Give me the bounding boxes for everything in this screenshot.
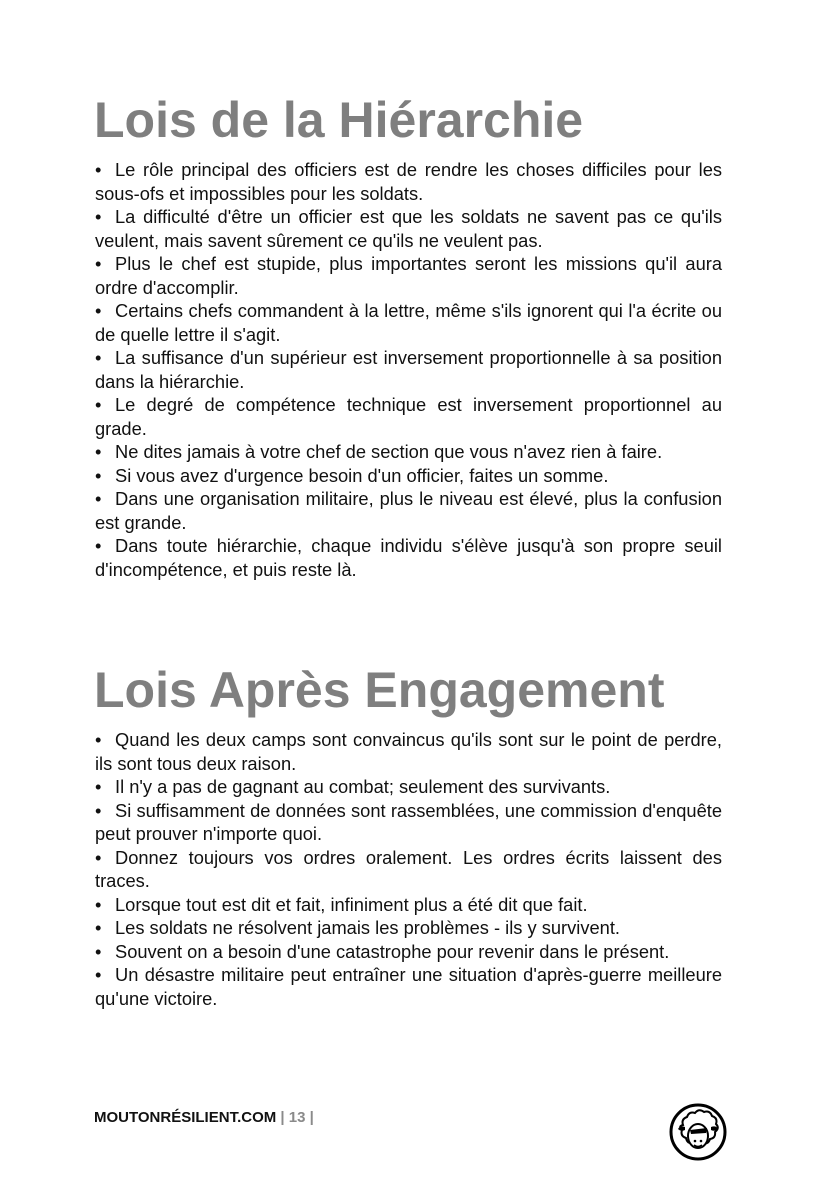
bullet-marker: • — [95, 441, 102, 462]
list-item-text: Quand les deux camps sont convaincus qu'ils sont sur le point de perdre, ils sont tous deux raison. — [95, 729, 722, 774]
bullet-marker: • — [95, 776, 102, 797]
list-item — [95, 534, 722, 581]
apres-engagement-law-list — [95, 728, 722, 1010]
bullet-marker: • — [95, 940, 102, 962]
list-item-text: Dans une organisation militaire, plus le niveau est élevé, plus la confusion est grande. — [95, 488, 722, 533]
list-item-text: Donnez toujours vos ordres oralement. Les ordres écrits laissent des traces. — [95, 846, 722, 891]
list-item — [95, 252, 722, 299]
list-item — [95, 940, 722, 964]
bullet-marker: • — [95, 300, 102, 321]
section-title-apres-engagement: Lois Après Engagement — [94, 662, 665, 718]
bullet-marker: • — [95, 729, 102, 750]
list-item — [95, 487, 722, 534]
bullet-marker: • — [95, 964, 102, 985]
list-item-text: La suffisance d'un supérieur est inversement proportionnelle à sa position dans la hiérarchie. — [95, 347, 722, 392]
sheep-logo-icon — [669, 1103, 727, 1161]
list-item — [95, 893, 722, 917]
list-item-text: Si vous avez d'urgence besoin d'un officier, faites un somme. — [115, 464, 609, 486]
section-title-hierarchie: Lois de la Hiérarchie — [94, 92, 584, 148]
bullet-marker: • — [95, 535, 102, 556]
list-item-text: Les soldats ne résolvent jamais les problèmes - ils y survivent. — [115, 917, 620, 938]
list-item — [95, 728, 722, 775]
bullet-marker: • — [95, 846, 102, 868]
list-item-text: Il n'y a pas de gagnant au combat; seulement des survivants. — [115, 776, 611, 797]
list-item — [95, 393, 722, 440]
list-item — [95, 775, 722, 799]
page-number: 13 — [288, 1109, 306, 1126]
list-item-text: Souvent on a besoin d'une catastrophe pour revenir dans le présent. — [115, 940, 670, 962]
list-item-text: Certains chefs commandent à la lettre, même s'ils ignorent qui l'a écrite ou de quelle lettre il s'agit. — [95, 300, 722, 345]
page-footer — [94, 1109, 314, 1126]
list-item — [95, 963, 722, 1010]
list-item — [95, 916, 722, 940]
list-item-text: Le rôle principal des officiers est de rendre les choses difficiles pour les sous-ofs et impossibles pour les soldats. — [95, 159, 722, 204]
footer-separator: | — [280, 1109, 285, 1126]
bullet-marker: • — [95, 488, 102, 509]
list-item — [95, 158, 722, 205]
footer-site-name: MOUTONRÉSILIENT.COM — [94, 1109, 277, 1126]
list-item — [95, 464, 722, 488]
list-item-text: Plus le chef est stupide, plus importantes seront les missions qu'il aura ordre d'accomplir. — [95, 253, 722, 298]
bullet-marker: • — [95, 347, 102, 368]
list-item-text: La difficulté d'être un officier est que les soldats ne savent pas ce qu'ils veulent, mais savent sûrement ce qu'ils ne veulent pas. — [95, 206, 722, 251]
bullet-marker: • — [95, 799, 102, 821]
footer-separator-end: | — [309, 1109, 314, 1126]
bullet-marker: • — [95, 893, 102, 915]
hierarchie-law-list — [95, 158, 722, 581]
list-item — [95, 205, 722, 252]
list-item — [95, 440, 722, 464]
bullet-marker: • — [95, 464, 102, 486]
bullet-marker: • — [95, 253, 102, 274]
list-item-text: Ne dites jamais à votre chef de section que vous n'avez rien à faire. — [115, 441, 663, 462]
bullet-marker: • — [95, 394, 102, 415]
list-item — [95, 799, 722, 846]
bullet-marker: • — [95, 159, 102, 180]
list-item-text: Si suffisamment de données sont rassemblées, une commission d'enquête peut prouver n'importe quoi. — [95, 799, 722, 844]
list-item-text: Le degré de compétence technique est inversement proportionnel au grade. — [95, 394, 722, 439]
list-item-text: Lorsque tout est dit et fait, infiniment plus a été dit que fait. — [115, 893, 588, 915]
list-item — [95, 346, 722, 393]
list-item — [95, 299, 722, 346]
list-item-text: Dans toute hiérarchie, chaque individu s'élève jusqu'à son propre seuil d'incompétence, et puis reste là. — [95, 535, 722, 580]
list-item — [95, 846, 722, 893]
bullet-marker: • — [95, 917, 102, 938]
bullet-marker: • — [95, 206, 102, 227]
list-item-text: Un désastre militaire peut entraîner une situation d'après-guerre meilleure qu'une victoire. — [95, 964, 722, 1009]
